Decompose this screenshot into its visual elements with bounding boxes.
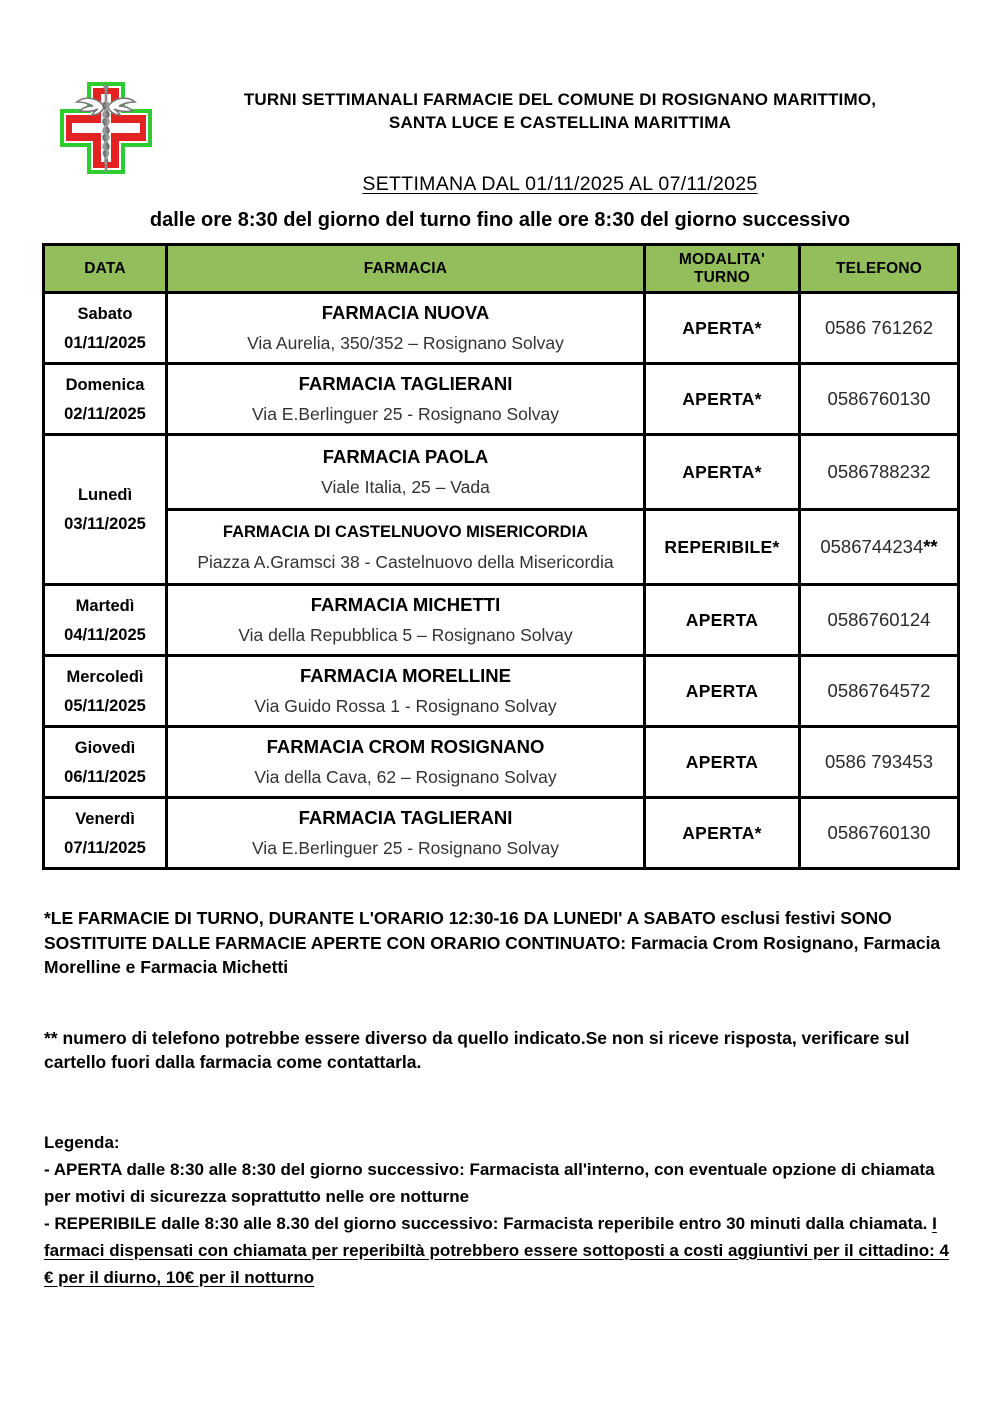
col-header-telefono: TELEFONO bbox=[800, 245, 959, 293]
day-date: 05/11/2025 bbox=[64, 696, 146, 715]
pharmacy-address: Via della Cava, 62 – Rosignano Solvay bbox=[254, 767, 557, 787]
legend-reperibile-line bbox=[44, 1210, 949, 1291]
mode-cell: APERTA bbox=[645, 585, 800, 656]
table-row bbox=[44, 585, 959, 656]
legend-reperibile-costs-underlined: I farmaci dispensati con chiamata per reperibiltà potrebbero essere sottoposti a costi aggiuntivi per il cittadino: 4 € per il diurno, 10€ per il notturno bbox=[44, 1213, 950, 1287]
phone-cell bbox=[800, 364, 959, 435]
day-name: Venerdì bbox=[75, 809, 135, 828]
pharmacy-address: Via Guido Rossa 1 - Rosignano Solvay bbox=[254, 696, 557, 716]
col-header-data: DATA bbox=[44, 245, 167, 293]
legend-aperta-text: dalle 8:30 alle 8:30 del giorno successivo: Farmacista all'interno, con eventuale opzione di chiamata per motivi di sicurezza soprattutto nelle ore notturne bbox=[44, 1159, 935, 1206]
phone-number: 0586760130 bbox=[827, 388, 931, 409]
phone-cell bbox=[800, 727, 959, 798]
shift-hours-note: dalle ore 8:30 del giorno del turno fino alle ore 8:30 del giorno successivo bbox=[149, 209, 851, 231]
day-date: 01/11/2025 bbox=[64, 333, 146, 352]
day-date: 04/11/2025 bbox=[64, 625, 146, 644]
mode-cell: APERTA* bbox=[645, 435, 800, 510]
pharmacy-cell bbox=[167, 727, 645, 798]
day-name: Giovedì bbox=[74, 738, 136, 757]
phone-note-asterisks: ** bbox=[923, 536, 938, 557]
day-name: Mercoledì bbox=[66, 667, 144, 686]
day-cell bbox=[44, 798, 167, 869]
pharmacy-name: FARMACIA DI CASTELNUOVO MISERICORDIA bbox=[222, 523, 589, 541]
day-cell bbox=[44, 727, 167, 798]
phone-cell bbox=[800, 585, 959, 656]
table-row bbox=[44, 510, 959, 585]
mode-cell: APERTA* bbox=[645, 293, 800, 364]
day-cell bbox=[44, 435, 167, 585]
page-title-line2: SANTA LUCE E CASTELLINA MARITTIMA bbox=[388, 113, 732, 132]
pharmacy-address: Via E.Berlinguer 25 - Rosignano Solvay bbox=[251, 838, 560, 858]
pharmacy-cell bbox=[167, 585, 645, 656]
phone-cell bbox=[800, 656, 959, 727]
pharmacy-address: Piazza A.Gramsci 38 - Castelnuovo della Misericordia bbox=[197, 552, 614, 572]
phone-number: 0586764572 bbox=[827, 680, 931, 701]
mode-cell: APERTA* bbox=[645, 364, 800, 435]
pharmacy-address: Viale Italia, 25 – Vada bbox=[321, 477, 490, 497]
pharmacy-cell bbox=[167, 510, 645, 585]
pharmacy-cross-icon bbox=[56, 78, 156, 178]
pharmacy-name: FARMACIA MICHETTI bbox=[310, 594, 501, 615]
pharmacy-name: FARMACIA PAOLA bbox=[322, 446, 489, 467]
document-header bbox=[0, 0, 1000, 232]
page-title-line1: TURNI SETTIMANALI FARMACIE DEL COMUNE DI ROSIGNANO MARITTIMO, bbox=[243, 90, 877, 109]
pharmacy-cell bbox=[167, 798, 645, 869]
pharmacy-name: FARMACIA TAGLIERANI bbox=[298, 373, 513, 394]
phone-cell bbox=[800, 510, 959, 585]
pharmacy-name: FARMACIA TAGLIERANI bbox=[298, 807, 513, 828]
pharmacy-cell bbox=[167, 435, 645, 510]
mode-cell: REPERIBILE* bbox=[645, 510, 800, 585]
table-row bbox=[44, 364, 959, 435]
table-row bbox=[44, 656, 959, 727]
legend-reperibile-text: dalle 8:30 alle 8.30 del giorno successivo: Farmacista reperibile entro 30 minuti dalla chiamata. bbox=[156, 1213, 933, 1233]
day-cell bbox=[44, 656, 167, 727]
legend bbox=[44, 1129, 949, 1291]
col-header-modalita: MODALITA' TURNO bbox=[645, 245, 800, 293]
day-date: 03/11/2025 bbox=[64, 515, 146, 533]
day-date: 06/11/2025 bbox=[64, 767, 146, 786]
pharmacy-cell bbox=[167, 656, 645, 727]
day-name: Martedì bbox=[75, 596, 135, 615]
pharmacy-address: Via della Repubblica 5 – Rosignano Solvay bbox=[238, 625, 573, 645]
day-name: Lunedì bbox=[77, 486, 133, 504]
phone-number: 0586760124 bbox=[827, 609, 931, 630]
table-row bbox=[44, 293, 959, 364]
day-cell bbox=[44, 364, 167, 435]
table-row bbox=[44, 435, 959, 510]
phone-number: 0586788232 bbox=[827, 461, 931, 482]
title-block bbox=[165, 88, 955, 196]
day-date: 07/11/2025 bbox=[64, 838, 146, 857]
legend-aperta-line bbox=[44, 1156, 949, 1210]
table-row bbox=[44, 727, 959, 798]
pharmacy-cell bbox=[167, 293, 645, 364]
pharmacy-address: Via E.Berlinguer 25 - Rosignano Solvay bbox=[251, 404, 560, 424]
footnote-phone-disclaimer: ** numero di telefono potrebbe essere diverso da quello indicato.Se non si riceve risposta, verificare sul cartello fuori dalla farmacia come contattarla. bbox=[44, 1027, 910, 1072]
day-name: Domenica bbox=[65, 375, 145, 394]
phone-number: 0586744234 bbox=[820, 536, 924, 557]
day-cell bbox=[44, 293, 167, 364]
phone-cell bbox=[800, 435, 959, 510]
pharmacy-name: FARMACIA CROM ROSIGNANO bbox=[266, 736, 545, 757]
week-range: SETTIMANA DAL 01/11/2025 AL 07/11/2025 bbox=[362, 173, 758, 195]
pharmacy-schedule-table bbox=[42, 243, 960, 870]
pharmacy-name: FARMACIA MORELLINE bbox=[299, 665, 512, 686]
phone-cell bbox=[800, 798, 959, 869]
phone-number: 0586760130 bbox=[827, 822, 931, 843]
mode-cell: APERTA bbox=[645, 727, 800, 798]
phone-number: 0586 761262 bbox=[824, 317, 934, 338]
mode-cell: APERTA bbox=[645, 656, 800, 727]
footnote-open-pharmacies: *LE FARMACIE DI TURNO, DURANTE L'ORARIO 12:30-16 DA LUNEDI' A SABATO esclusi festivi SONO SOSTITUITE DALLE FARMACIE APERTE CON ORARIO CONTINUATO: Farmacia Crom Rosignano, Farmacia Morelline e Farmacia Michetti bbox=[44, 908, 941, 977]
day-date: 02/11/2025 bbox=[64, 404, 146, 423]
table-row bbox=[44, 798, 959, 869]
day-name: Sabato bbox=[77, 304, 133, 323]
pharmacy-cross-logo bbox=[56, 78, 156, 178]
col-header-farmacia: FARMACIA bbox=[167, 245, 645, 293]
phone-number: 0586 793453 bbox=[824, 751, 934, 772]
pharmacy-name: FARMACIA NUOVA bbox=[321, 302, 490, 323]
pharmacy-cell bbox=[167, 364, 645, 435]
phone-cell bbox=[800, 293, 959, 364]
legend-aperta-label: - APERTA bbox=[44, 1159, 122, 1179]
mode-cell: APERTA* bbox=[645, 798, 800, 869]
pharmacy-address: Via Aurelia, 350/352 – Rosignano Solvay bbox=[247, 333, 564, 353]
legend-reperibile-label: - REPERIBILE bbox=[44, 1213, 157, 1233]
day-cell bbox=[44, 585, 167, 656]
legend-title: Legenda: bbox=[44, 1132, 120, 1152]
table-header-row bbox=[44, 245, 959, 293]
